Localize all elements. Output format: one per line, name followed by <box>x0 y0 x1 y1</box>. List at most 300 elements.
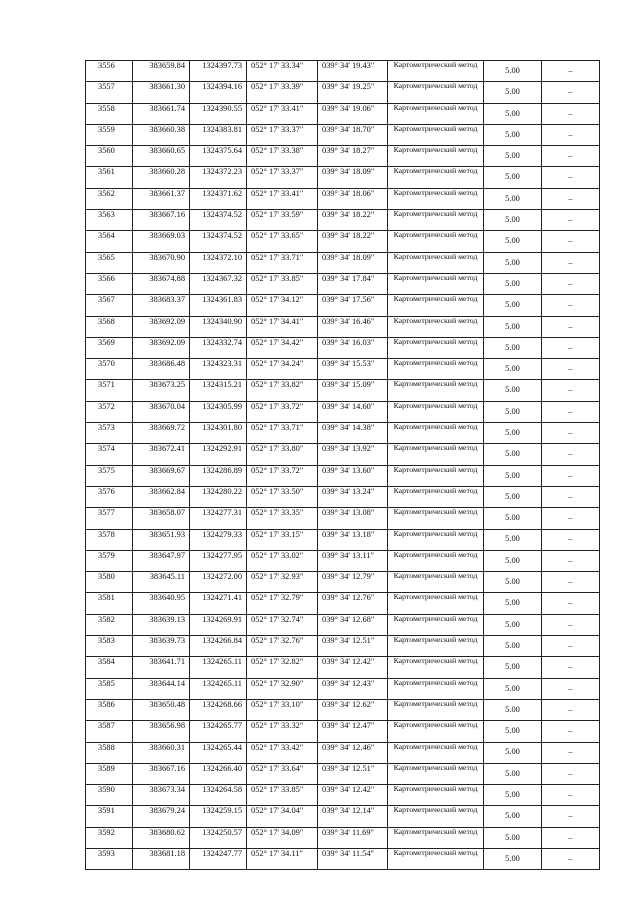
note-cell: – <box>542 188 600 209</box>
y-coordinate-cell: 1324394.16 <box>190 82 247 103</box>
table-row <box>86 316 600 337</box>
longitude-cell: 039° 34' 13.18" <box>318 529 388 550</box>
point-number-cell: 3574 <box>86 444 133 465</box>
note-cell: – <box>542 401 600 422</box>
longitude-cell: 039° 34' 12.47" <box>318 721 388 742</box>
point-number-cell: 3571 <box>86 380 133 401</box>
table-row <box>86 721 600 742</box>
method-cell: Картометрический метод <box>388 742 484 763</box>
y-coordinate-cell: 1324277.31 <box>190 508 247 529</box>
latitude-cell: 052° 17' 33.35" <box>247 508 318 529</box>
longitude-cell: 039° 34' 12.51" <box>318 763 388 784</box>
x-coordinate-cell: 383660.65 <box>133 146 190 167</box>
y-coordinate-cell: 1324383.81 <box>190 124 247 145</box>
longitude-cell: 039° 34' 14.60" <box>318 401 388 422</box>
note-cell: – <box>542 550 600 571</box>
method-cell: Картометрический метод <box>388 827 484 848</box>
y-coordinate-cell: 1324264.58 <box>190 785 247 806</box>
x-coordinate-cell: 383644.14 <box>133 678 190 699</box>
y-coordinate-cell: 1324323.31 <box>190 359 247 380</box>
longitude-cell: 039° 34' 12.42" <box>318 785 388 806</box>
y-coordinate-cell: 1324265.44 <box>190 742 247 763</box>
longitude-cell: 039° 34' 18.22" <box>318 210 388 231</box>
accuracy-cell: 5.00 <box>484 295 542 316</box>
table-row <box>86 423 600 444</box>
latitude-cell: 052° 17' 33.72" <box>247 465 318 486</box>
note-cell: – <box>542 231 600 252</box>
table-row <box>86 699 600 720</box>
latitude-cell: 052° 17' 34.09" <box>247 827 318 848</box>
latitude-cell: 052° 17' 34.12" <box>247 295 318 316</box>
point-number-cell: 3589 <box>86 763 133 784</box>
x-coordinate-cell: 383661.74 <box>133 103 190 124</box>
accuracy-cell: 5.00 <box>484 444 542 465</box>
table-row <box>86 231 600 252</box>
x-coordinate-cell: 383681.18 <box>133 848 190 869</box>
longitude-cell: 039° 34' 18.09" <box>318 167 388 188</box>
latitude-cell: 052° 17' 33.41" <box>247 188 318 209</box>
table-row <box>86 252 600 273</box>
method-cell: Картометрический метод <box>388 785 484 806</box>
y-coordinate-cell: 1324280.22 <box>190 486 247 507</box>
point-number-cell: 3581 <box>86 593 133 614</box>
point-number-cell: 3573 <box>86 423 133 444</box>
longitude-cell: 039° 34' 19.25" <box>318 82 388 103</box>
method-cell: Картометрический метод <box>388 124 484 145</box>
point-number-cell: 3593 <box>86 848 133 869</box>
latitude-cell: 052° 17' 32.82" <box>247 657 318 678</box>
table-row <box>86 146 600 167</box>
x-coordinate-cell: 383660.28 <box>133 167 190 188</box>
latitude-cell: 052° 17' 33.50" <box>247 486 318 507</box>
longitude-cell: 039° 34' 11.69" <box>318 827 388 848</box>
point-number-cell: 3563 <box>86 210 133 231</box>
point-number-cell: 3586 <box>86 699 133 720</box>
x-coordinate-cell: 383673.34 <box>133 785 190 806</box>
latitude-cell: 052° 17' 33.72" <box>247 401 318 422</box>
latitude-cell: 052° 17' 33.80" <box>247 444 318 465</box>
latitude-cell: 052° 17' 33.38" <box>247 146 318 167</box>
point-number-cell: 3578 <box>86 529 133 550</box>
table-row <box>86 508 600 529</box>
accuracy-cell: 5.00 <box>484 337 542 358</box>
latitude-cell: 052° 17' 34.24" <box>247 359 318 380</box>
latitude-cell: 052° 17' 33.15" <box>247 529 318 550</box>
point-number-cell: 3562 <box>86 188 133 209</box>
longitude-cell: 039° 34' 19.06" <box>318 103 388 124</box>
method-cell: Картометрический метод <box>388 82 484 103</box>
point-number-cell: 3591 <box>86 806 133 827</box>
longitude-cell: 039° 34' 18.70" <box>318 124 388 145</box>
accuracy-cell: 5.00 <box>484 146 542 167</box>
x-coordinate-cell: 383645.11 <box>133 572 190 593</box>
longitude-cell: 039° 34' 12.68" <box>318 614 388 635</box>
latitude-cell: 052° 17' 33.02" <box>247 550 318 571</box>
x-coordinate-cell: 383674.88 <box>133 273 190 294</box>
latitude-cell: 052° 17' 32.79" <box>247 593 318 614</box>
note-cell: – <box>542 806 600 827</box>
longitude-cell: 039° 34' 13.24" <box>318 486 388 507</box>
note-cell: – <box>542 636 600 657</box>
longitude-cell: 039° 34' 18.22" <box>318 231 388 252</box>
longitude-cell: 039° 34' 11.54" <box>318 848 388 869</box>
x-coordinate-cell: 383692.09 <box>133 316 190 337</box>
point-number-cell: 3569 <box>86 337 133 358</box>
method-cell: Картометрический метод <box>388 359 484 380</box>
y-coordinate-cell: 1324374.52 <box>190 231 247 252</box>
point-number-cell: 3558 <box>86 103 133 124</box>
x-coordinate-cell: 383660.31 <box>133 742 190 763</box>
point-number-cell: 3564 <box>86 231 133 252</box>
accuracy-cell: 5.00 <box>484 763 542 784</box>
table-row <box>86 550 600 571</box>
x-coordinate-cell: 383669.72 <box>133 423 190 444</box>
longitude-cell: 039° 34' 12.62" <box>318 699 388 720</box>
y-coordinate-cell: 1324272.00 <box>190 572 247 593</box>
latitude-cell: 052° 17' 33.37" <box>247 124 318 145</box>
note-cell: – <box>542 785 600 806</box>
point-number-cell: 3556 <box>86 61 133 82</box>
y-coordinate-cell: 1324332.74 <box>190 337 247 358</box>
table-row <box>86 444 600 465</box>
y-coordinate-cell: 1324367.32 <box>190 273 247 294</box>
x-coordinate-cell: 383661.37 <box>133 188 190 209</box>
y-coordinate-cell: 1324279.33 <box>190 529 247 550</box>
x-coordinate-cell: 383692.09 <box>133 337 190 358</box>
latitude-cell: 052° 17' 32.90" <box>247 678 318 699</box>
accuracy-cell: 5.00 <box>484 273 542 294</box>
method-cell: Картометрический метод <box>388 337 484 358</box>
latitude-cell: 052° 17' 33.71" <box>247 252 318 273</box>
method-cell: Картометрический метод <box>388 465 484 486</box>
method-cell: Картометрический метод <box>388 593 484 614</box>
latitude-cell: 052° 17' 33.65" <box>247 231 318 252</box>
accuracy-cell: 5.00 <box>484 401 542 422</box>
point-number-cell: 3560 <box>86 146 133 167</box>
table-row <box>86 210 600 231</box>
longitude-cell: 039° 34' 12.43" <box>318 678 388 699</box>
method-cell: Картометрический метод <box>388 167 484 188</box>
method-cell: Картометрический метод <box>388 146 484 167</box>
note-cell: – <box>542 827 600 848</box>
x-coordinate-cell: 383659.84 <box>133 61 190 82</box>
method-cell: Картометрический метод <box>388 103 484 124</box>
longitude-cell: 039° 34' 16.03" <box>318 337 388 358</box>
y-coordinate-cell: 1324340.90 <box>190 316 247 337</box>
point-number-cell: 3576 <box>86 486 133 507</box>
point-number-cell: 3582 <box>86 614 133 635</box>
x-coordinate-cell: 383669.67 <box>133 465 190 486</box>
y-coordinate-cell: 1324372.10 <box>190 252 247 273</box>
note-cell: – <box>542 657 600 678</box>
table-row <box>86 614 600 635</box>
longitude-cell: 039° 34' 19.43" <box>318 61 388 82</box>
method-cell: Картометрический метод <box>388 614 484 635</box>
table-row <box>86 806 600 827</box>
note-cell: – <box>542 82 600 103</box>
x-coordinate-cell: 383650.48 <box>133 699 190 720</box>
x-coordinate-cell: 383661.30 <box>133 82 190 103</box>
point-number-cell: 3579 <box>86 550 133 571</box>
x-coordinate-cell: 383680.62 <box>133 827 190 848</box>
accuracy-cell: 5.00 <box>484 529 542 550</box>
y-coordinate-cell: 1324265.11 <box>190 657 247 678</box>
method-cell: Картометрический метод <box>388 508 484 529</box>
accuracy-cell: 5.00 <box>484 848 542 869</box>
longitude-cell: 039° 34' 13.92" <box>318 444 388 465</box>
point-number-cell: 3592 <box>86 827 133 848</box>
table-row <box>86 61 600 82</box>
longitude-cell: 039° 34' 15.53" <box>318 359 388 380</box>
table-body <box>86 61 600 870</box>
point-number-cell: 3557 <box>86 82 133 103</box>
method-cell: Картометрический метод <box>388 678 484 699</box>
point-number-cell: 3570 <box>86 359 133 380</box>
longitude-cell: 039° 34' 12.42" <box>318 657 388 678</box>
x-coordinate-cell: 383667.16 <box>133 210 190 231</box>
longitude-cell: 039° 34' 13.11" <box>318 550 388 571</box>
latitude-cell: 052° 17' 32.74" <box>247 614 318 635</box>
accuracy-cell: 5.00 <box>484 423 542 444</box>
note-cell: – <box>542 61 600 82</box>
latitude-cell: 052° 17' 33.41" <box>247 103 318 124</box>
note-cell: – <box>542 678 600 699</box>
accuracy-cell: 5.00 <box>484 167 542 188</box>
table-row <box>86 124 600 145</box>
accuracy-cell: 5.00 <box>484 252 542 273</box>
table-row <box>86 593 600 614</box>
accuracy-cell: 5.00 <box>484 827 542 848</box>
longitude-cell: 039° 34' 13.08" <box>318 508 388 529</box>
x-coordinate-cell: 383640.95 <box>133 593 190 614</box>
note-cell: – <box>542 167 600 188</box>
note-cell: – <box>542 103 600 124</box>
latitude-cell: 052° 17' 33.82" <box>247 380 318 401</box>
y-coordinate-cell: 1324301.80 <box>190 423 247 444</box>
accuracy-cell: 5.00 <box>484 678 542 699</box>
method-cell: Картометрический метод <box>388 295 484 316</box>
note-cell: – <box>542 423 600 444</box>
longitude-cell: 039° 34' 13.60" <box>318 465 388 486</box>
latitude-cell: 052° 17' 34.42" <box>247 337 318 358</box>
note-cell: – <box>542 763 600 784</box>
method-cell: Картометрический метод <box>388 273 484 294</box>
x-coordinate-cell: 383656.98 <box>133 721 190 742</box>
point-number-cell: 3585 <box>86 678 133 699</box>
accuracy-cell: 5.00 <box>484 82 542 103</box>
y-coordinate-cell: 1324277.95 <box>190 550 247 571</box>
accuracy-cell: 5.00 <box>484 231 542 252</box>
x-coordinate-cell: 383639.73 <box>133 636 190 657</box>
y-coordinate-cell: 1324265.11 <box>190 678 247 699</box>
method-cell: Картометрический метод <box>388 316 484 337</box>
note-cell: – <box>542 124 600 145</box>
x-coordinate-cell: 383669.03 <box>133 231 190 252</box>
x-coordinate-cell: 383670.04 <box>133 401 190 422</box>
latitude-cell: 052° 17' 33.85" <box>247 785 318 806</box>
y-coordinate-cell: 1324266.40 <box>190 763 247 784</box>
method-cell: Картометрический метод <box>388 486 484 507</box>
longitude-cell: 039° 34' 18.27" <box>318 146 388 167</box>
point-number-cell: 3587 <box>86 721 133 742</box>
point-number-cell: 3580 <box>86 572 133 593</box>
longitude-cell: 039° 34' 12.51" <box>318 636 388 657</box>
table-row <box>86 848 600 869</box>
point-number-cell: 3577 <box>86 508 133 529</box>
y-coordinate-cell: 1324269.91 <box>190 614 247 635</box>
accuracy-cell: 5.00 <box>484 550 542 571</box>
x-coordinate-cell: 383686.48 <box>133 359 190 380</box>
longitude-cell: 039° 34' 12.46" <box>318 742 388 763</box>
accuracy-cell: 5.00 <box>484 614 542 635</box>
accuracy-cell: 5.00 <box>484 806 542 827</box>
latitude-cell: 052° 17' 33.59" <box>247 210 318 231</box>
table-row <box>86 380 600 401</box>
table-row <box>86 401 600 422</box>
latitude-cell: 052° 17' 32.76" <box>247 636 318 657</box>
table-row <box>86 103 600 124</box>
note-cell: – <box>542 721 600 742</box>
point-number-cell: 3583 <box>86 636 133 657</box>
x-coordinate-cell: 383662.84 <box>133 486 190 507</box>
accuracy-cell: 5.00 <box>484 380 542 401</box>
table-row <box>86 465 600 486</box>
note-cell: – <box>542 316 600 337</box>
y-coordinate-cell: 1324292.91 <box>190 444 247 465</box>
method-cell: Картометрический метод <box>388 423 484 444</box>
y-coordinate-cell: 1324266.84 <box>190 636 247 657</box>
y-coordinate-cell: 1324397.73 <box>190 61 247 82</box>
note-cell: – <box>542 529 600 550</box>
accuracy-cell: 5.00 <box>484 103 542 124</box>
method-cell: Картометрический метод <box>388 444 484 465</box>
table-row <box>86 295 600 316</box>
y-coordinate-cell: 1324305.99 <box>190 401 247 422</box>
table-row <box>86 636 600 657</box>
accuracy-cell: 5.00 <box>484 721 542 742</box>
longitude-cell: 039° 34' 17.56" <box>318 295 388 316</box>
point-number-cell: 3588 <box>86 742 133 763</box>
x-coordinate-cell: 383679.24 <box>133 806 190 827</box>
note-cell: – <box>542 252 600 273</box>
accuracy-cell: 5.00 <box>484 486 542 507</box>
latitude-cell: 052° 17' 33.64" <box>247 763 318 784</box>
point-number-cell: 3559 <box>86 124 133 145</box>
table-row <box>86 763 600 784</box>
method-cell: Картометрический метод <box>388 721 484 742</box>
latitude-cell: 052° 17' 33.39" <box>247 82 318 103</box>
x-coordinate-cell: 383658.07 <box>133 508 190 529</box>
table-row <box>86 827 600 848</box>
latitude-cell: 052° 17' 33.34" <box>247 61 318 82</box>
longitude-cell: 039° 34' 16.46" <box>318 316 388 337</box>
accuracy-cell: 5.00 <box>484 742 542 763</box>
x-coordinate-cell: 383651.93 <box>133 529 190 550</box>
latitude-cell: 052° 17' 34.41" <box>247 316 318 337</box>
longitude-cell: 039° 34' 15.09" <box>318 380 388 401</box>
y-coordinate-cell: 1324286.89 <box>190 465 247 486</box>
y-coordinate-cell: 1324374.52 <box>190 210 247 231</box>
method-cell: Картометрический метод <box>388 529 484 550</box>
method-cell: Картометрический метод <box>388 61 484 82</box>
note-cell: – <box>542 295 600 316</box>
y-coordinate-cell: 1324265.77 <box>190 721 247 742</box>
y-coordinate-cell: 1324271.41 <box>190 593 247 614</box>
note-cell: – <box>542 508 600 529</box>
point-number-cell: 3572 <box>86 401 133 422</box>
note-cell: – <box>542 337 600 358</box>
table-row <box>86 167 600 188</box>
note-cell: – <box>542 572 600 593</box>
table-row <box>86 273 600 294</box>
latitude-cell: 052° 17' 33.32" <box>247 721 318 742</box>
note-cell: – <box>542 273 600 294</box>
table-row <box>86 572 600 593</box>
y-coordinate-cell: 1324372.23 <box>190 167 247 188</box>
x-coordinate-cell: 383670.90 <box>133 252 190 273</box>
longitude-cell: 039° 34' 18.09" <box>318 252 388 273</box>
y-coordinate-cell: 1324268.66 <box>190 699 247 720</box>
y-coordinate-cell: 1324247.77 <box>190 848 247 869</box>
accuracy-cell: 5.00 <box>484 593 542 614</box>
table-row <box>86 486 600 507</box>
longitude-cell: 039° 34' 12.79" <box>318 572 388 593</box>
method-cell: Картометрический метод <box>388 401 484 422</box>
latitude-cell: 052° 17' 33.42" <box>247 742 318 763</box>
accuracy-cell: 5.00 <box>484 465 542 486</box>
note-cell: – <box>542 444 600 465</box>
accuracy-cell: 5.00 <box>484 572 542 593</box>
y-coordinate-cell: 1324371.62 <box>190 188 247 209</box>
method-cell: Картометрический метод <box>388 252 484 273</box>
point-number-cell: 3565 <box>86 252 133 273</box>
point-number-cell: 3568 <box>86 316 133 337</box>
table-row <box>86 785 600 806</box>
note-cell: – <box>542 359 600 380</box>
method-cell: Картометрический метод <box>388 763 484 784</box>
note-cell: – <box>542 146 600 167</box>
longitude-cell: 039° 34' 17.84" <box>318 273 388 294</box>
accuracy-cell: 5.00 <box>484 124 542 145</box>
longitude-cell: 039° 34' 14.38" <box>318 423 388 444</box>
table-row <box>86 82 600 103</box>
longitude-cell: 039° 34' 18.06" <box>318 188 388 209</box>
longitude-cell: 039° 34' 12.76" <box>318 593 388 614</box>
latitude-cell: 052° 17' 33.71" <box>247 423 318 444</box>
table-row <box>86 678 600 699</box>
method-cell: Картометрический метод <box>388 848 484 869</box>
method-cell: Картометрический метод <box>388 231 484 252</box>
table-row <box>86 188 600 209</box>
y-coordinate-cell: 1324390.55 <box>190 103 247 124</box>
x-coordinate-cell: 383641.71 <box>133 657 190 678</box>
latitude-cell: 052° 17' 34.11" <box>247 848 318 869</box>
note-cell: – <box>542 614 600 635</box>
point-number-cell: 3584 <box>86 657 133 678</box>
longitude-cell: 039° 34' 12.14" <box>318 806 388 827</box>
x-coordinate-cell: 383667.16 <box>133 763 190 784</box>
method-cell: Картометрический метод <box>388 188 484 209</box>
point-number-cell: 3561 <box>86 167 133 188</box>
note-cell: – <box>542 848 600 869</box>
latitude-cell: 052° 17' 32.93" <box>247 572 318 593</box>
note-cell: – <box>542 699 600 720</box>
table-row <box>86 359 600 380</box>
accuracy-cell: 5.00 <box>484 785 542 806</box>
accuracy-cell: 5.00 <box>484 636 542 657</box>
method-cell: Картометрический метод <box>388 806 484 827</box>
method-cell: Картометрический метод <box>388 380 484 401</box>
